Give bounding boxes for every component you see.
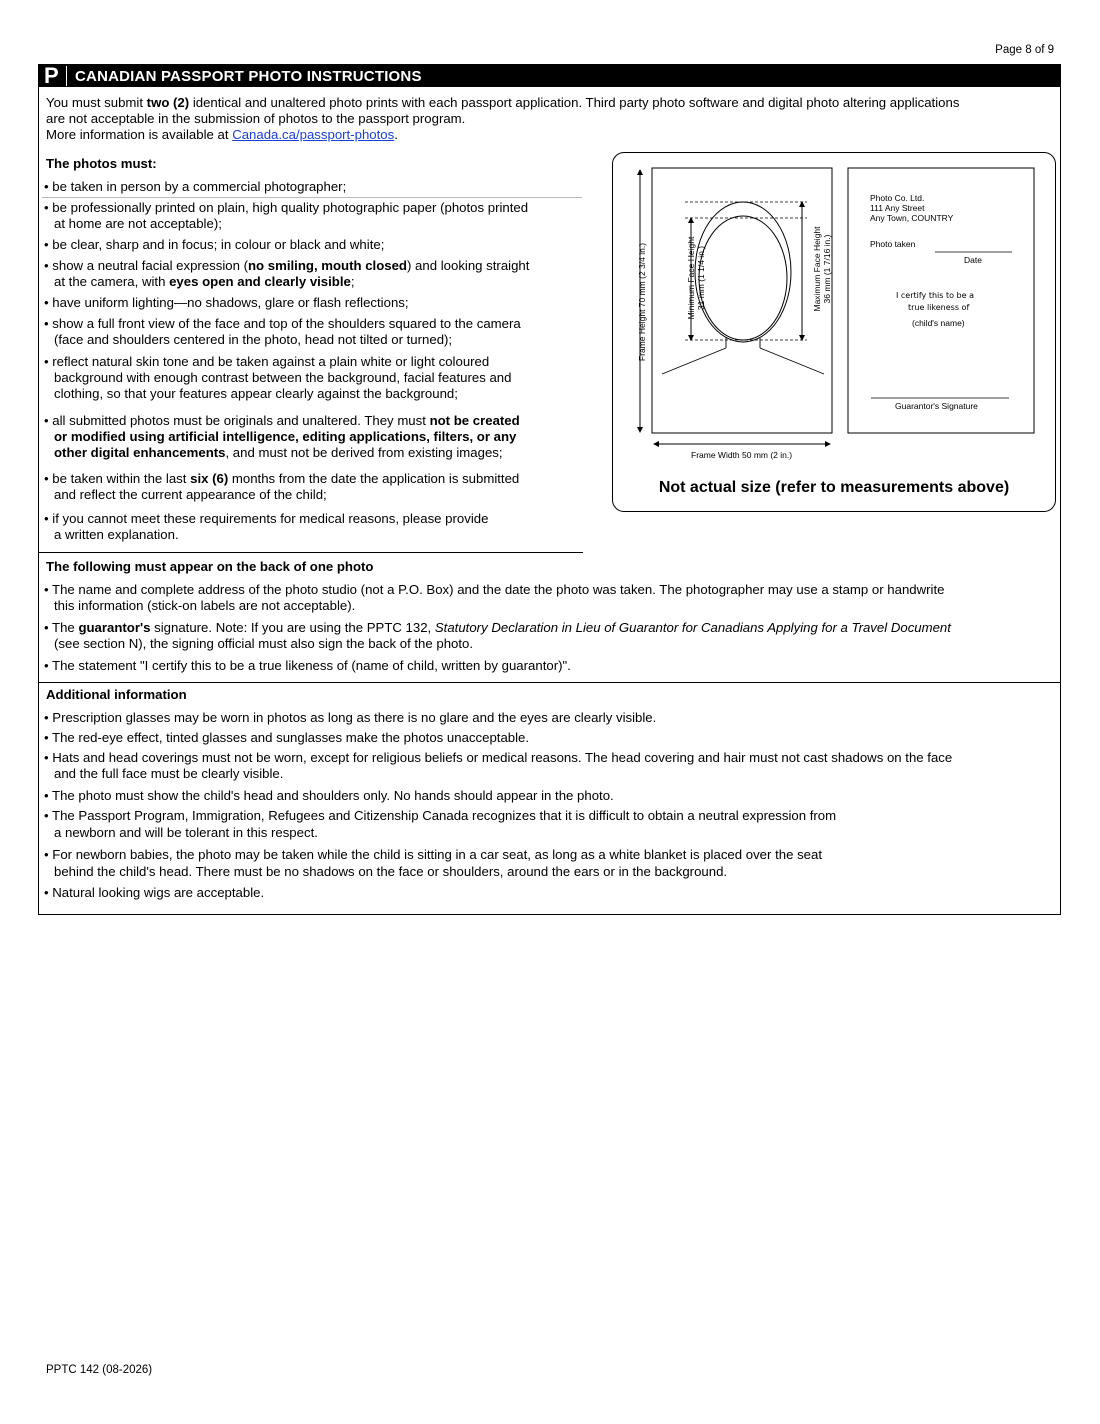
photos-must-heading: The photos must: <box>46 156 157 171</box>
list-item: • The statement "I certify this to be a true likeness of (name of child, written by guarantor)". <box>44 658 571 673</box>
list-item: • The photo must show the child's head and shoulders only. No hands should appear in the photo. <box>44 788 614 803</box>
list-item-cont: a written explanation. <box>54 527 179 542</box>
max-face-label-2: 36 mm (1 7/16 in.) <box>822 234 832 304</box>
list-item-cont: background with enough contrast between the background, facial features and <box>54 370 512 385</box>
not-actual-size-note: Not actual size (refer to measurements above) <box>658 479 1010 496</box>
list-item-cont: behind the child's head. There must be no shadows on the face or shoulders, around the ears or in the background. <box>54 864 728 879</box>
list-item: • The red-eye effect, tinted glasses and sunglasses make the photos unacceptable. <box>44 730 530 745</box>
frame-height-label: Frame Height 70 mm (2 3/4 in.) <box>637 242 647 362</box>
list-item-cont: this information (stick-on labels are not acceptable). <box>54 598 356 613</box>
list-item: • The Passport Program, Immigration, Refugees and Citizenship Canada recognizes that it is difficult to obtain a neutral expression from <box>44 808 837 823</box>
header-separator <box>66 66 67 86</box>
photo-diagram-drawing <box>612 152 1056 512</box>
intro-line-2: are not acceptable in the submission of photos to the passport program. <box>46 111 466 126</box>
list-item: • have uniform lighting—no shadows, glare or flash reflections; <box>44 295 409 310</box>
list-item: • be professionally printed on plain, high quality photographic paper (photos printed <box>44 200 529 215</box>
certify-line-2: true likeness of <box>908 303 970 312</box>
list-item: • Natural looking wigs are acceptable. <box>44 885 265 900</box>
list-item-cont: (face and shoulders centered in the photo, head not tilted or turned); <box>54 332 453 347</box>
list-item-cont: at home are not acceptable); <box>54 216 222 231</box>
list-item: • Prescription glasses may be worn in photos as long as there is no glare and the eyes are clearly visible. <box>44 710 657 725</box>
guarantor-signature-label: Guarantor's Signature <box>895 401 978 411</box>
list-item-cont: a newborn and will be tolerant in this respect. <box>54 825 318 840</box>
list-item: • The guarantor's signature. Note: If you are using the PPTC 132, Statutory Declaration in Lieu of Guarantor for Canadians Applying for a Travel Document <box>44 620 951 635</box>
min-face-label-2: 31 mm (1 1/4 in.) <box>696 245 706 311</box>
childs-name-label: (child's name) <box>912 318 965 328</box>
list-item: • be clear, sharp and in focus; in colour or black and white; <box>44 237 385 252</box>
list-item-cont: at the camera, with eyes open and clearly visible; <box>54 274 355 289</box>
list-item-cont: and the full face must be clearly visible. <box>54 766 284 781</box>
list-item-cont: and reflect the current appearance of the child; <box>54 487 327 502</box>
section-p-frame <box>38 64 1061 915</box>
form-footer: PPTC 142 (08-2026) <box>46 1364 153 1376</box>
studio-town: Any Town, COUNTRY <box>870 213 954 223</box>
page-number: Page 8 of 9 <box>995 44 1054 56</box>
studio-name: Photo Co. Ltd. <box>870 193 925 203</box>
list-item: • if you cannot meet these requirements for medical reasons, please provide <box>44 511 489 526</box>
section-header <box>39 65 1060 87</box>
list-item: • be taken in person by a commercial photographer; <box>44 179 347 194</box>
list-item: • all submitted photos must be originals and unaltered. They must not be created <box>44 413 520 428</box>
list-item: • be taken within the last six (6) months from the date the application is submitted <box>44 471 520 486</box>
photo-taken-label: Photo taken <box>870 239 916 249</box>
certify-line-1: I certify this to be a <box>896 291 974 300</box>
list-item: • Hats and head coverings must not be worn, except for religious beliefs or medical reasons. The head covering and hair must not cast shadows on the face <box>44 750 953 765</box>
section-title: CANADIAN PASSPORT PHOTO INSTRUCTIONS <box>75 68 422 85</box>
intro-line-3: More information is available at Canada.ca/passport-photos. <box>46 127 398 142</box>
section-letter: P <box>44 63 59 88</box>
list-item-cont: other digital enhancements, and must not be derived from existing images; <box>54 445 503 460</box>
list-item: • show a neutral facial expression (no smiling, mouth closed) and looking straight <box>44 258 530 273</box>
additional-heading: Additional information <box>46 687 187 702</box>
list-item: • The name and complete address of the photo studio (not a P.O. Box) and the date the photo was taken. The photographer may use a stamp or handwrite <box>44 582 945 597</box>
list-item-cont: clothing, so that your features appear clearly against the background; <box>54 386 458 401</box>
photo-diagram <box>612 152 1056 512</box>
back-of-photo-heading: The following must appear on the back of one photo <box>46 559 374 574</box>
frame-width-label: Frame Width 50 mm (2 in.) <box>691 450 793 460</box>
list-item: • reflect natural skin tone and be taken against a plain white or light coloured <box>44 354 490 369</box>
list-item-cont: (see section N), the signing official must also sign the back of the photo. <box>54 636 474 651</box>
list-item: • show a full front view of the face and top of the shoulders squared to the camera <box>44 316 521 331</box>
list-item: • For newborn babies, the photo may be taken while the child is sitting in a car seat, as long as a white blanket is placed over the seat <box>44 847 822 862</box>
date-label: Date <box>964 255 982 265</box>
list-item-cont: or modified using artificial intelligence, editing applications, filters, or any <box>54 429 517 444</box>
min-face-label-1: Minimum Face Height <box>686 236 696 320</box>
studio-street: 111 Any Street <box>870 203 925 213</box>
passport-photos-link[interactable]: Canada.ca/passport-photos <box>232 127 395 142</box>
intro-line-1: You must submit two (2) identical and unaltered photo prints with each passport application. Third party photo software and digital photo altering applications <box>46 95 960 110</box>
max-face-label-1: Maximum Face Height <box>812 226 822 312</box>
